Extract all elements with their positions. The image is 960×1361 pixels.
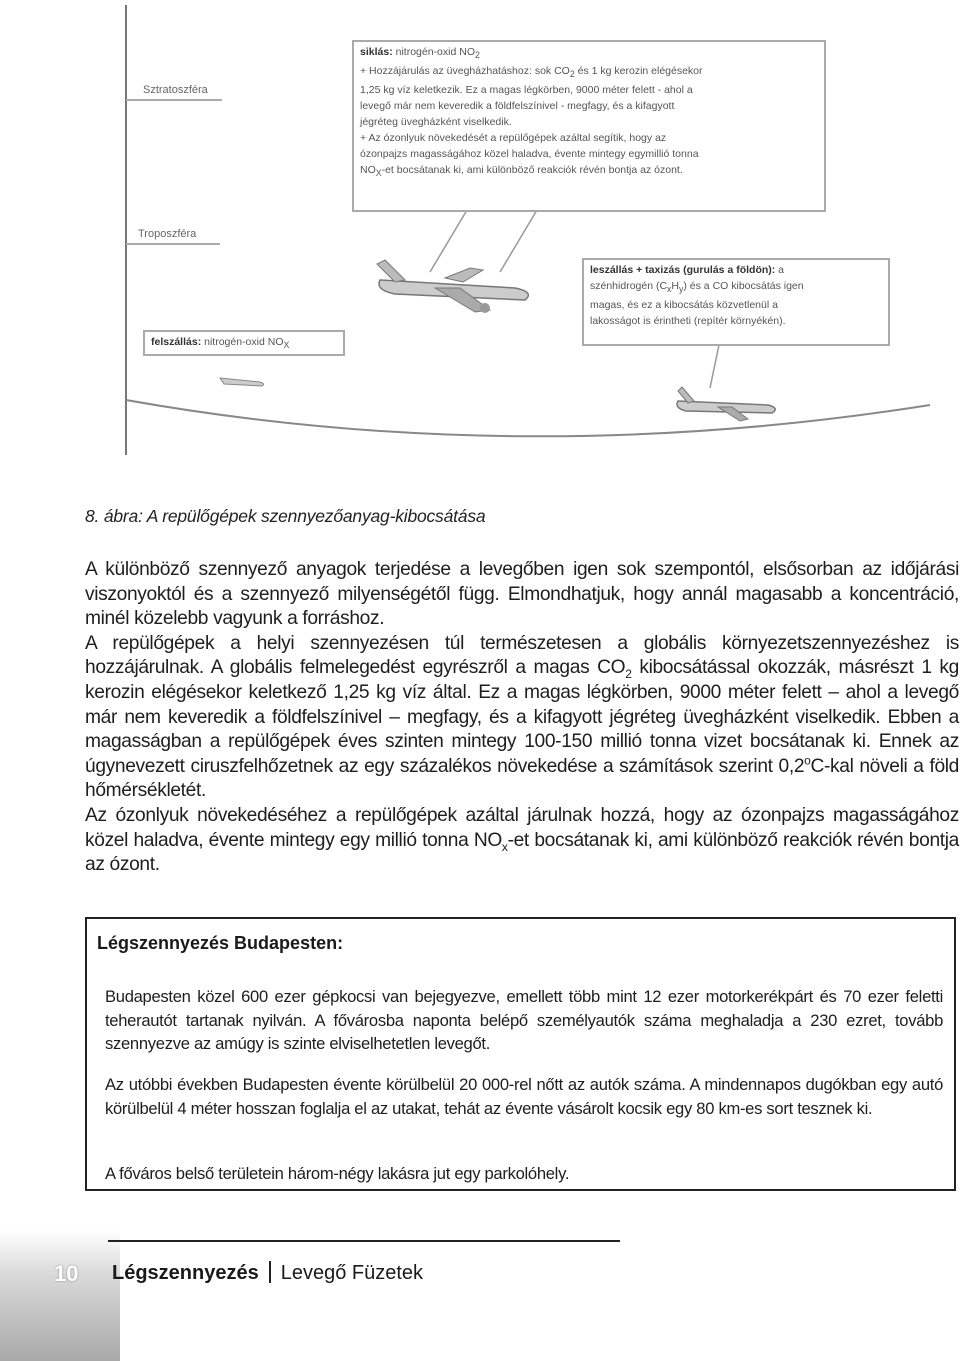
figure-caption: 8. ábra: A repülőgépek szennyezőanyag-kibocsátása: [85, 506, 486, 526]
footer-separator: [269, 1261, 271, 1283]
cruise-line-8: $NO_X-et$ bocsátanak ki, ami különböző reakciók révén bontja az ózont.: [360, 164, 683, 179]
landing-info-box: [582, 258, 890, 346]
emission-figure: [0, 0, 960, 470]
takeoff-line-1: felszállás: nitrogén-oxid $NO_X$: [151, 336, 290, 351]
takeoff-info-box: [143, 330, 345, 356]
cruise-line-6: + Az ózonlyuk növekedését a repülőgépek azáltal segítik, hogy az: [360, 132, 667, 145]
landing-line-4: lakosságot is érintheti (repítér környékén).: [590, 315, 786, 328]
body-paragraph-3: Az ózonlyuk növekedéséhez a repülőgépek azáltal járulnak hozzá, hogy az ózonpajzs magasságához közel haladva, évente mintegy egy millió tonna $NO_x-et$ bocsátanak ki, ami különböző reakciók révén bontja az ózont.: [85, 804, 959, 876]
troposphere-label: Troposzféra: [138, 228, 197, 240]
landing-line-1: leszállás + taxizás (gurulás a földön): a: [590, 264, 785, 276]
ground-curve: [126, 400, 930, 436]
info-paragraph-1: Budapesten közel 600 ezer gépkocsi van bejegyezve, emellett több mint 12 ezer motorkerékpárt és 70 ezer feletti teherautót tartanak nyilván. A fővárosba naponta belépő személyautók száma meghaladja a 230 ezret, tovább szennyezve az amúgy is szinte elviselhetetlen levegőt.: [105, 987, 943, 1053]
cruise-line-2: + Hozzájárulás az üvegházhatáshoz: sok $CO_2$ és 1 kg kerozin elégésekor: [360, 65, 703, 80]
footer-title-rest: Levegő Füzetek: [280, 1262, 424, 1284]
page-number: 10: [54, 1261, 79, 1286]
info-paragraph-3: A főváros belső területein három-négy lakásra jut egy parkolóhely.: [105, 1164, 570, 1183]
cruise-line-5: jégréteg üvegházként viselkedik.: [360, 116, 512, 129]
stratosphere-label: Sztratoszféra: [143, 84, 208, 96]
takeoff-airplane-icon: [220, 378, 264, 386]
landing-line-3: magas, és ez a kibocsátás közvetlenül a: [590, 299, 778, 312]
info-paragraph-2: Az utóbbi években Budapesten évente körülbelül 20 000-rel nőtt az autók száma. A mindennapos dugókban egy autó körülbelül 4 méter hosszan foglalja el az utakat, tehát az évente vásárolt kocsik egy 80 km-es sort tesznek ki.: [105, 1075, 943, 1118]
landing-line-2: szénhidrogén $(C_xH_y)$ és a CO kibocsátás igen: [590, 280, 804, 295]
budapest-info-box: [85, 917, 956, 1191]
info-box-title: Légszennyezés Budapesten:: [97, 933, 344, 953]
footer-decoration: [0, 1230, 120, 1361]
cruise-line-7: ózonpajzs magasságához közel haladva, évente mintegy egymillió tonna: [360, 148, 699, 161]
body-paragraph-1: A különböző szennyező anyagok terjedése a levegőben igen sok szempontól, elsősorban az időjárási viszonyoktól és a szennyező milyenségétől függ. Elmondhatjuk, hogy annál magasabb a koncentráció, minél közelebb vagyunk a forráshoz.: [85, 559, 959, 630]
cruise-line-1: siklás: nitrogén-oxid $NO_2$: [360, 46, 480, 61]
cruise-line-3: 1,25 kg víz keletkezik. Ez a magas légkörben, 9000 méter felett - ahol a: [360, 84, 693, 97]
footer-title: [112, 1261, 423, 1285]
landing-airplane-icon: [677, 387, 775, 421]
cruise-line-4: levegő már nem keveredik a földfelszínivel - megfagy, és a kifagyott: [360, 100, 675, 113]
footer-rule: [108, 1240, 620, 1242]
body-paragraph-2: A repülőgépek a helyi szennyezésen túl természetesen a globális környezetszennyezéshez is hozzájárulnak. A globális felmelegedést egyrészről a magas $CO_2$ kibocsátással okozzák, másrészt 1 kg kerozin elégésekor keletkező 1,25 kg víz által. Ez a magas légkörben, 9000 méter felett – ahol a levegő már nem keveredik a földfelszínivel – megfagy, és a kifagyott jégréteg üvegházként viselkedik. Ebben a magasságban a repülőgépek éves szinten mintegy 100-150 millió tonna vizet bocsátanak ki. Ennek az úgynevezett ciruszfelhőzetnek az egy százalékos növekedése a számítások szerint 0,2$^o$C-kal növeli a föld hőmérsékletét.: [85, 632, 960, 802]
cruise-info-box: [352, 40, 826, 212]
cruising-airplane-icon: [377, 260, 528, 313]
body-text: [85, 558, 959, 878]
footer-title-bold: Légszennyezés: [112, 1262, 259, 1284]
